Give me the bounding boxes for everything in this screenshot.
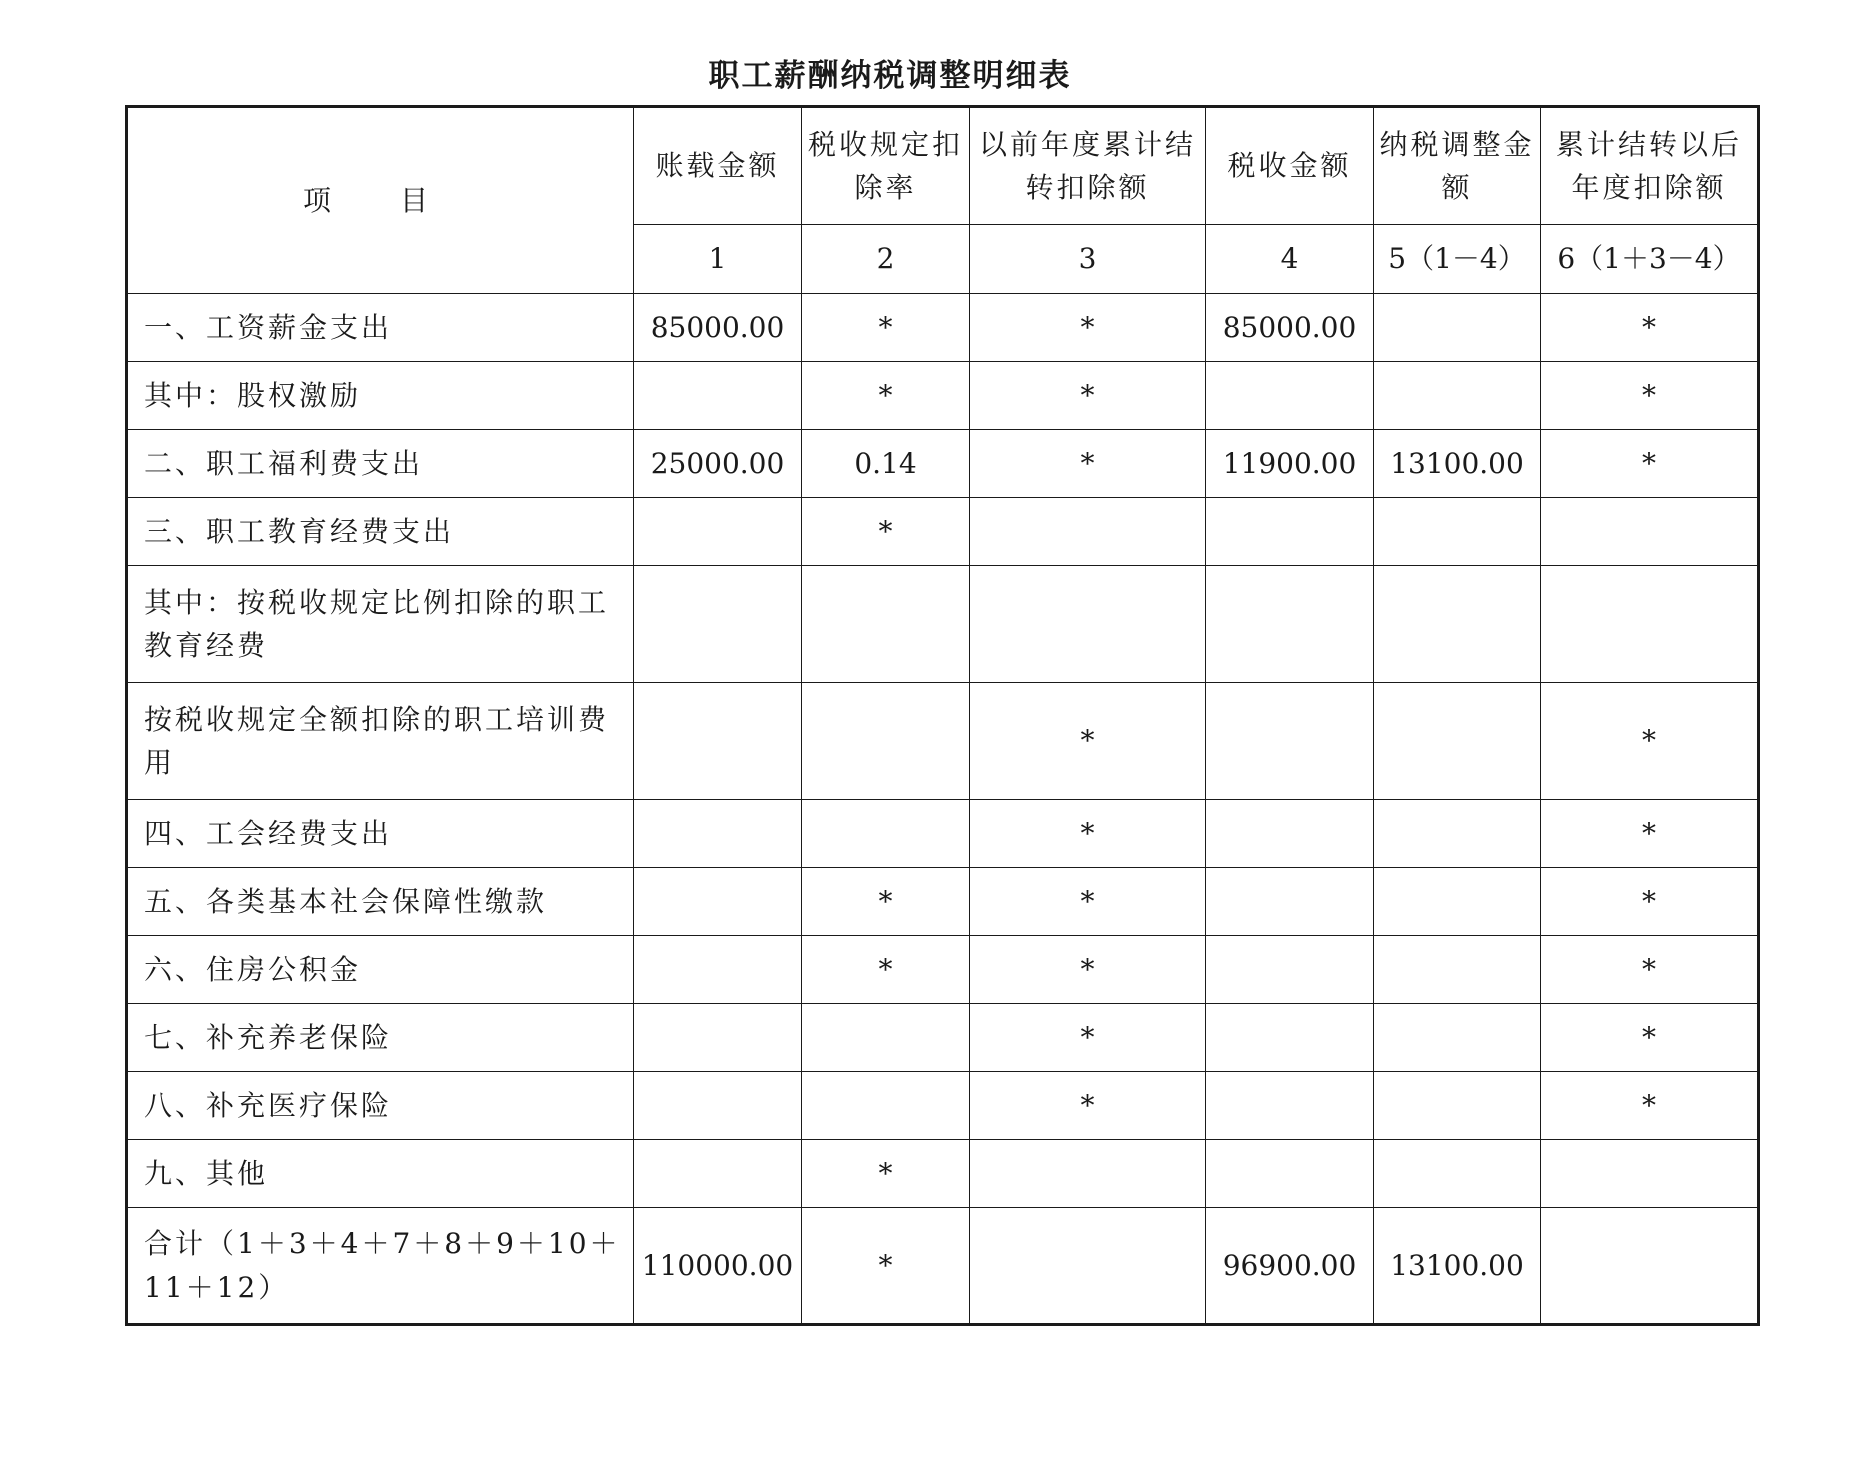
cell-col-2 xyxy=(802,1072,970,1140)
cell-col-4 xyxy=(1206,800,1374,868)
cell-col-1 xyxy=(634,566,802,683)
row-item-label: 九、其他 xyxy=(127,1140,634,1208)
table-row xyxy=(127,800,1759,868)
cell-col-4 xyxy=(1206,1072,1374,1140)
cell-col-2: * xyxy=(802,294,970,362)
row-item-label: 八、补充医疗保险 xyxy=(127,1072,634,1140)
cell-col-1 xyxy=(634,498,802,566)
cell-col-5 xyxy=(1374,1140,1541,1208)
salary-tax-adjustment-table xyxy=(125,105,1760,1326)
cell-col-3: * xyxy=(970,800,1206,868)
cell-col-4 xyxy=(1206,1004,1374,1072)
cell-col-1: 85000.00 xyxy=(634,294,802,362)
cell-col-1 xyxy=(634,362,802,430)
row-item-label: 三、职工教育经费支出 xyxy=(127,498,634,566)
cell-col-6 xyxy=(1541,1140,1759,1208)
cell-col-3: * xyxy=(970,1004,1206,1072)
cell-col-1: 110000.00 xyxy=(634,1208,802,1325)
table-row xyxy=(127,1004,1759,1072)
cell-col-3: * xyxy=(970,362,1206,430)
table-row xyxy=(127,566,1759,683)
page-title: 职工薪酬纳税调整明细表 xyxy=(708,58,1072,94)
cell-col-6: * xyxy=(1541,362,1759,430)
cell-col-2: * xyxy=(802,362,970,430)
cell-col-6: * xyxy=(1541,1004,1759,1072)
cell-col-4 xyxy=(1206,936,1374,1004)
cell-col-5 xyxy=(1374,683,1541,800)
cell-col-3: * xyxy=(970,1072,1206,1140)
cell-col-6: * xyxy=(1541,683,1759,800)
table-row xyxy=(127,936,1759,1004)
cell-col-1 xyxy=(634,1140,802,1208)
cell-col-5 xyxy=(1374,362,1541,430)
header-col-4: 税收金额 xyxy=(1206,107,1374,225)
table-row xyxy=(127,1208,1759,1325)
cell-col-3 xyxy=(970,1208,1206,1325)
cell-col-3 xyxy=(970,1140,1206,1208)
cell-col-2 xyxy=(802,566,970,683)
table-row xyxy=(127,362,1759,430)
cell-col-6 xyxy=(1541,1208,1759,1325)
cell-col-2: * xyxy=(802,498,970,566)
cell-col-5 xyxy=(1374,1072,1541,1140)
header-row xyxy=(127,107,1759,225)
cell-col-3: * xyxy=(970,294,1206,362)
cell-col-5 xyxy=(1374,566,1541,683)
header-col-6: 累计结转以后年度扣除额 xyxy=(1541,107,1759,225)
cell-col-3: * xyxy=(970,868,1206,936)
table-row xyxy=(127,294,1759,362)
cell-col-3 xyxy=(970,566,1206,683)
row-item-label: 合计（1＋3＋4＋7＋8＋9＋10＋11＋12） xyxy=(127,1208,634,1325)
row-item-label: 按税收规定全额扣除的职工培训费用 xyxy=(127,683,634,800)
cell-col-1 xyxy=(634,683,802,800)
cell-col-2: 0.14 xyxy=(802,430,970,498)
row-item-label: 五、各类基本社会保障性缴款 xyxy=(127,868,634,936)
cell-col-3: * xyxy=(970,936,1206,1004)
table-row xyxy=(127,430,1759,498)
cell-col-6 xyxy=(1541,498,1759,566)
col-number-2: 2 xyxy=(802,225,970,294)
cell-col-1: 25000.00 xyxy=(634,430,802,498)
cell-col-1 xyxy=(634,1072,802,1140)
header-item: 项 目 xyxy=(127,107,634,294)
cell-col-2 xyxy=(802,683,970,800)
cell-col-5 xyxy=(1374,498,1541,566)
cell-col-6: * xyxy=(1541,1072,1759,1140)
cell-col-5 xyxy=(1374,868,1541,936)
cell-col-5 xyxy=(1374,294,1541,362)
cell-col-5: 13100.00 xyxy=(1374,1208,1541,1325)
cell-col-2: * xyxy=(802,1208,970,1325)
cell-col-4 xyxy=(1206,362,1374,430)
header-col-5: 纳税调整金额 xyxy=(1374,107,1541,225)
row-item-label: 七、补充养老保险 xyxy=(127,1004,634,1072)
cell-col-4 xyxy=(1206,868,1374,936)
cell-col-4: 96900.00 xyxy=(1206,1208,1374,1325)
cell-col-6: * xyxy=(1541,430,1759,498)
cell-col-4 xyxy=(1206,498,1374,566)
cell-col-4 xyxy=(1206,566,1374,683)
cell-col-4 xyxy=(1206,1140,1374,1208)
cell-col-6: * xyxy=(1541,294,1759,362)
cell-col-6: * xyxy=(1541,800,1759,868)
cell-col-4 xyxy=(1206,683,1374,800)
cell-col-4: 11900.00 xyxy=(1206,430,1374,498)
header-col-2: 税收规定扣除率 xyxy=(802,107,970,225)
cell-col-3: * xyxy=(970,430,1206,498)
cell-col-5 xyxy=(1374,936,1541,1004)
row-item-label: 六、住房公积金 xyxy=(127,936,634,1004)
cell-col-2: * xyxy=(802,936,970,1004)
cell-col-1 xyxy=(634,800,802,868)
row-item-label: 其中：股权激励 xyxy=(127,362,634,430)
row-item-label: 其中：按税收规定比例扣除的职工教育经费 xyxy=(127,566,634,683)
table-row xyxy=(127,683,1759,800)
col-number-1: 1 xyxy=(634,225,802,294)
cell-col-2: * xyxy=(802,1140,970,1208)
col-number-3: 3 xyxy=(970,225,1206,294)
col-number-5: 5（1－4） xyxy=(1374,225,1541,294)
cell-col-5 xyxy=(1374,1004,1541,1072)
cell-col-6 xyxy=(1541,566,1759,683)
col-number-4: 4 xyxy=(1206,225,1374,294)
cell-col-4: 85000.00 xyxy=(1206,294,1374,362)
cell-col-6: * xyxy=(1541,868,1759,936)
row-item-label: 二、职工福利费支出 xyxy=(127,430,634,498)
table-row xyxy=(127,868,1759,936)
col-number-6: 6（1＋3－4） xyxy=(1541,225,1759,294)
table-row xyxy=(127,1072,1759,1140)
table-row xyxy=(127,498,1759,566)
cell-col-1 xyxy=(634,936,802,1004)
cell-col-5: 13100.00 xyxy=(1374,430,1541,498)
cell-col-3: * xyxy=(970,683,1206,800)
table-row xyxy=(127,1140,1759,1208)
cell-col-1 xyxy=(634,1004,802,1072)
header-col-1: 账载金额 xyxy=(634,107,802,225)
cell-col-6: * xyxy=(1541,936,1759,1004)
cell-col-2 xyxy=(802,800,970,868)
cell-col-2 xyxy=(802,1004,970,1072)
cell-col-5 xyxy=(1374,800,1541,868)
cell-col-3 xyxy=(970,498,1206,566)
cell-col-2: * xyxy=(802,868,970,936)
row-item-label: 四、工会经费支出 xyxy=(127,800,634,868)
row-item-label: 一、工资薪金支出 xyxy=(127,294,634,362)
cell-col-1 xyxy=(634,868,802,936)
header-col-3: 以前年度累计结转扣除额 xyxy=(970,107,1206,225)
